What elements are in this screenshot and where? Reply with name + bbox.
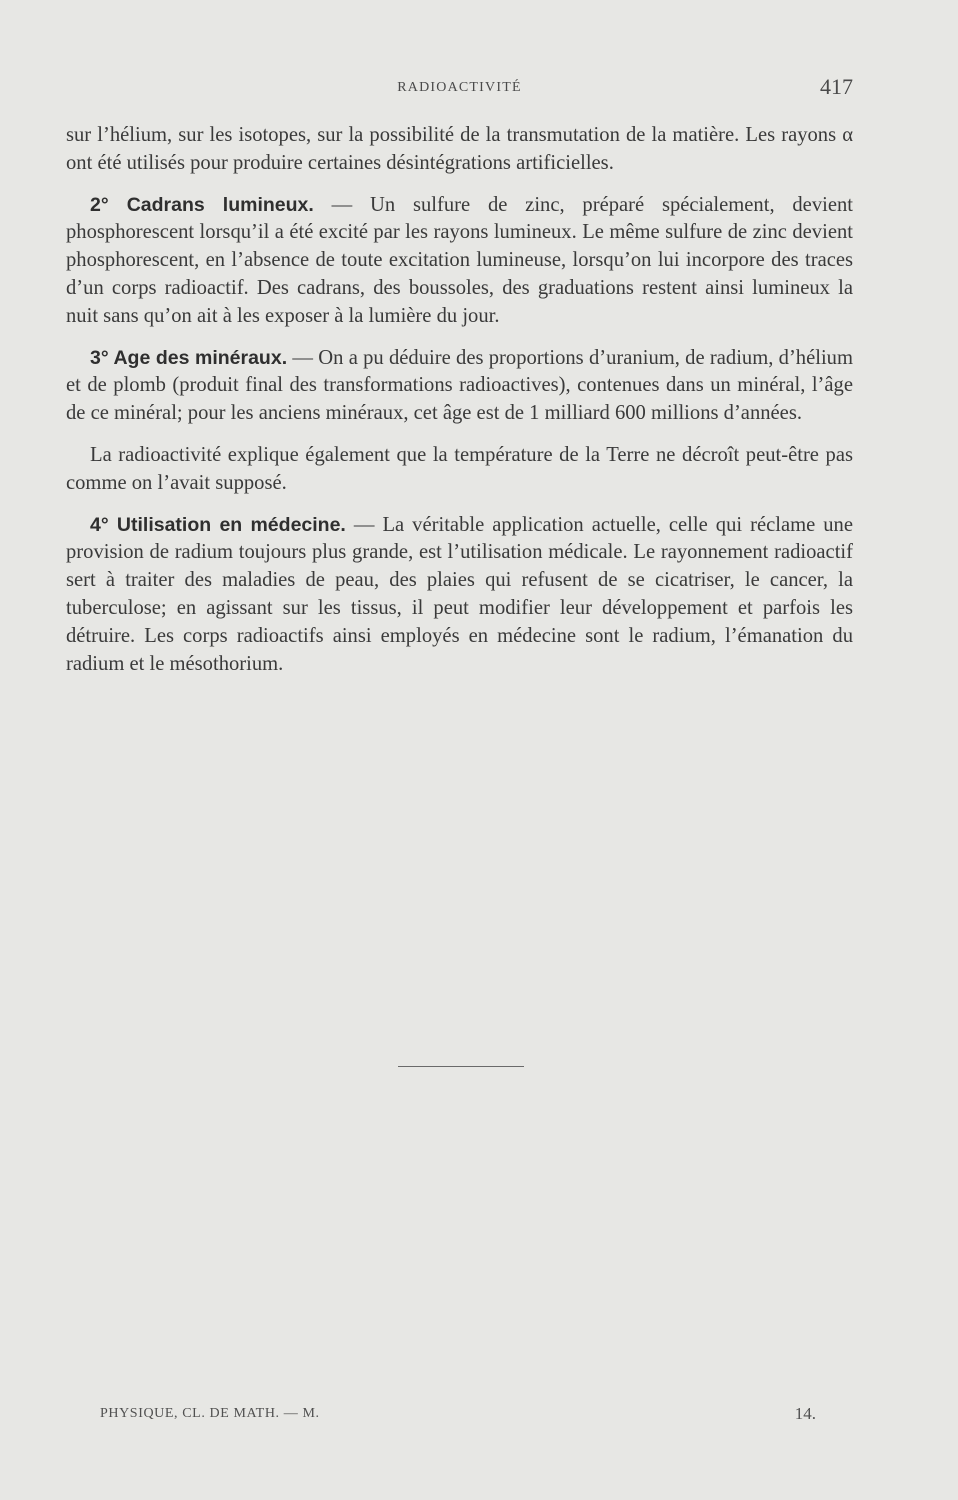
section-heading: 3° Age des minéraux. <box>90 346 288 369</box>
signature-mark: PHYSIQUE, CL. DE MATH. — M. <box>100 1406 320 1421</box>
paragraph-text: — Un sulfure de zinc, préparé spécialement, devient phosphorescent lorsqu’il a été excité par les rayons lumineux. Le même sulfure de zinc devient phosphorescent, en l’absence de toute excitation lumineuse, lorsqu’on lui incorpore des traces d’un corps radioactif. Des cadrans, des boussoles, des graduations restent ainsi lumineux la nuit sans qu’on ait à les exposer à la lumière du jour. <box>66 193 853 327</box>
paragraph-text: — La véritable application actuelle, celle qui réclame une provision de radium toujours plus grande, est l’utilisation médicale. Le rayonnement radioactif sert à traiter des maladies de peau, des plaies qui refusent de se cicatriser, le cancer, la tuberculose; en agissant sur les tissus, il peut modifier leur développement et parfois les détruire. Les corps radioactifs ainsi employés en médecine sont le radium, l’émanation du radium et le mésothorium. <box>66 513 853 675</box>
running-head: RADIOACTIVITÉ <box>397 80 522 95</box>
signature-number: 14. <box>794 1404 816 1423</box>
paragraph-text: La radioactivité explique également que la température de la Terre ne décroît peut-être pas comme on l’avait supposé. <box>66 443 853 494</box>
paragraph-age-des-mineraux <box>66 345 853 428</box>
paragraph-cadrans-lumineux <box>66 192 853 331</box>
paragraph-continued <box>66 122 853 178</box>
paragraph-utilisation-medecine <box>66 512 853 679</box>
end-rule-divider <box>398 1066 524 1067</box>
paragraph-text: — On a pu déduire des proportions d’uranium, de radium, d’hélium et de plomb (produit final des transformations radioactives), contenues dans un minéral, l’âge de ce minéral; pour les anciens minéraux, cet âge est de 1 milliard 600 millions d’années. <box>66 346 854 425</box>
page-number: 417 <box>820 74 853 99</box>
body-text <box>66 122 853 692</box>
section-heading: 2° Cadrans lumineux. <box>90 193 314 216</box>
paragraph-text: sur l’hélium, sur les isotopes, sur la possibilité de la transmutation de la matière. Les rayons α ont été utilisés pour produire certaines désintégrations artificielles. <box>66 124 853 174</box>
page-footer <box>100 1404 820 1428</box>
page-header <box>66 76 853 102</box>
paragraph-temperature-terre <box>66 442 853 498</box>
section-heading: 4° Utilisation en médecine. <box>90 513 346 536</box>
